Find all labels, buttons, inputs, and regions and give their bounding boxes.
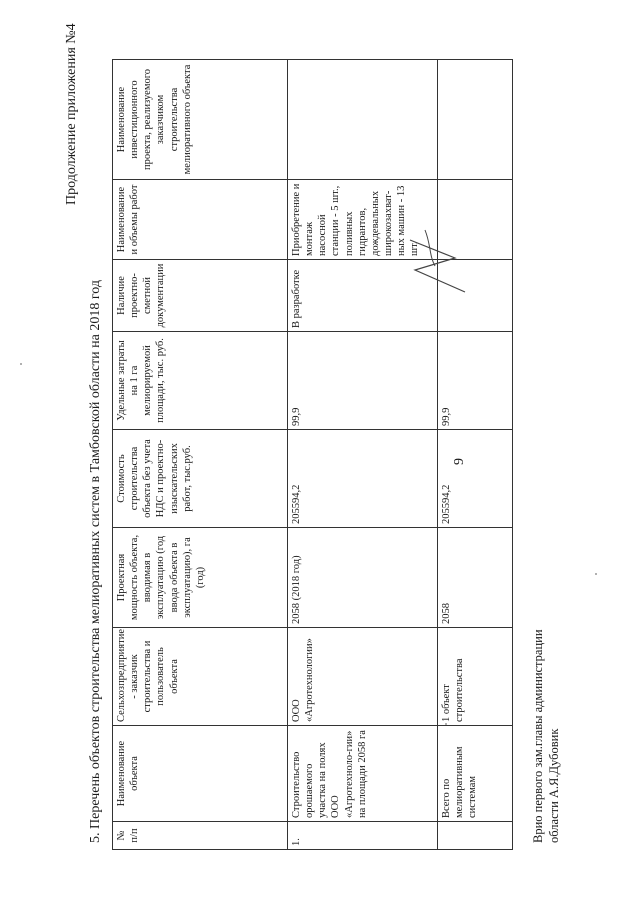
signature-block	[530, 629, 563, 843]
signature-line-2: области А.Я.Дубовик	[547, 728, 562, 843]
col-header-works: Наименование и объемы работ	[113, 180, 288, 260]
cell-customer: ООО «Агротехнологии»	[288, 628, 438, 726]
cell-cost: 205594,2	[438, 430, 513, 528]
table-header-row	[113, 60, 288, 850]
cell-num	[438, 822, 513, 850]
col-header-docs: Наличие проектно-сметной документации	[113, 260, 288, 332]
col-header-unit-cost: Удельные затраты на 1 га мелиорируемой площади, тыс. руб.	[113, 332, 288, 430]
speck	[595, 573, 597, 575]
handwritten-signature	[395, 220, 475, 300]
speck	[20, 363, 22, 365]
cell-unit-cost: 99,9	[288, 332, 438, 430]
col-header-name: Наименование объекта	[113, 726, 288, 822]
cell-num: 1.	[288, 822, 438, 850]
cell-capacity: 2058	[438, 528, 513, 628]
col-header-customer: Сельхозпредприятие - заказчик строительства и пользователь объекта	[113, 628, 288, 726]
cell-cost: 205594,2	[288, 430, 438, 528]
cell-works: Приобретение и монтаж насосной станции - 5 шт., поливных гидрантов, дождевальных широкозахват-ных машин - 13 шт.	[288, 180, 438, 260]
cell-unit-cost: 99,9	[438, 332, 513, 430]
document-title: 5. Перечень объектов строительства мелиоративных систем в Тамбовской области на 2018 год	[88, 280, 103, 843]
cell-capacity: 2058 (2018 год)	[288, 528, 438, 628]
cell-customer: 1 объект строительства	[438, 628, 513, 726]
appendix-label: Продолжение приложения №4	[64, 23, 79, 205]
table-total-row	[438, 60, 513, 850]
col-header-project: Наименование инвестиционного проекта, реализуемого заказчиком строительства мелиоративного объекта	[113, 60, 288, 180]
page-number: 9	[452, 458, 467, 465]
table-row	[288, 60, 438, 850]
cell-project	[438, 60, 513, 180]
cell-docs: В разработке	[288, 260, 438, 332]
objects-table	[112, 59, 513, 850]
cell-project	[288, 60, 438, 180]
col-header-num: № п/п	[113, 822, 288, 850]
speck	[445, 723, 447, 725]
cell-name: Строительство орошаемого участка на полях ООО «Агротехноло-гии» на площади 2058 га	[288, 726, 438, 822]
signature-line-1: Врио первого зам.главы администрации	[531, 629, 545, 843]
col-header-cost: Стоимость строительства объекта без учета НДС и проектно-изыскательских работ, тыс.руб.	[113, 430, 288, 528]
cell-name: Всего по мелиоративным системам	[438, 726, 513, 822]
col-header-capacity: Проектная мощность объекта, вводимая в эксплуатацию (год ввода объекта в эксплуатацию), га (год)	[113, 528, 288, 628]
